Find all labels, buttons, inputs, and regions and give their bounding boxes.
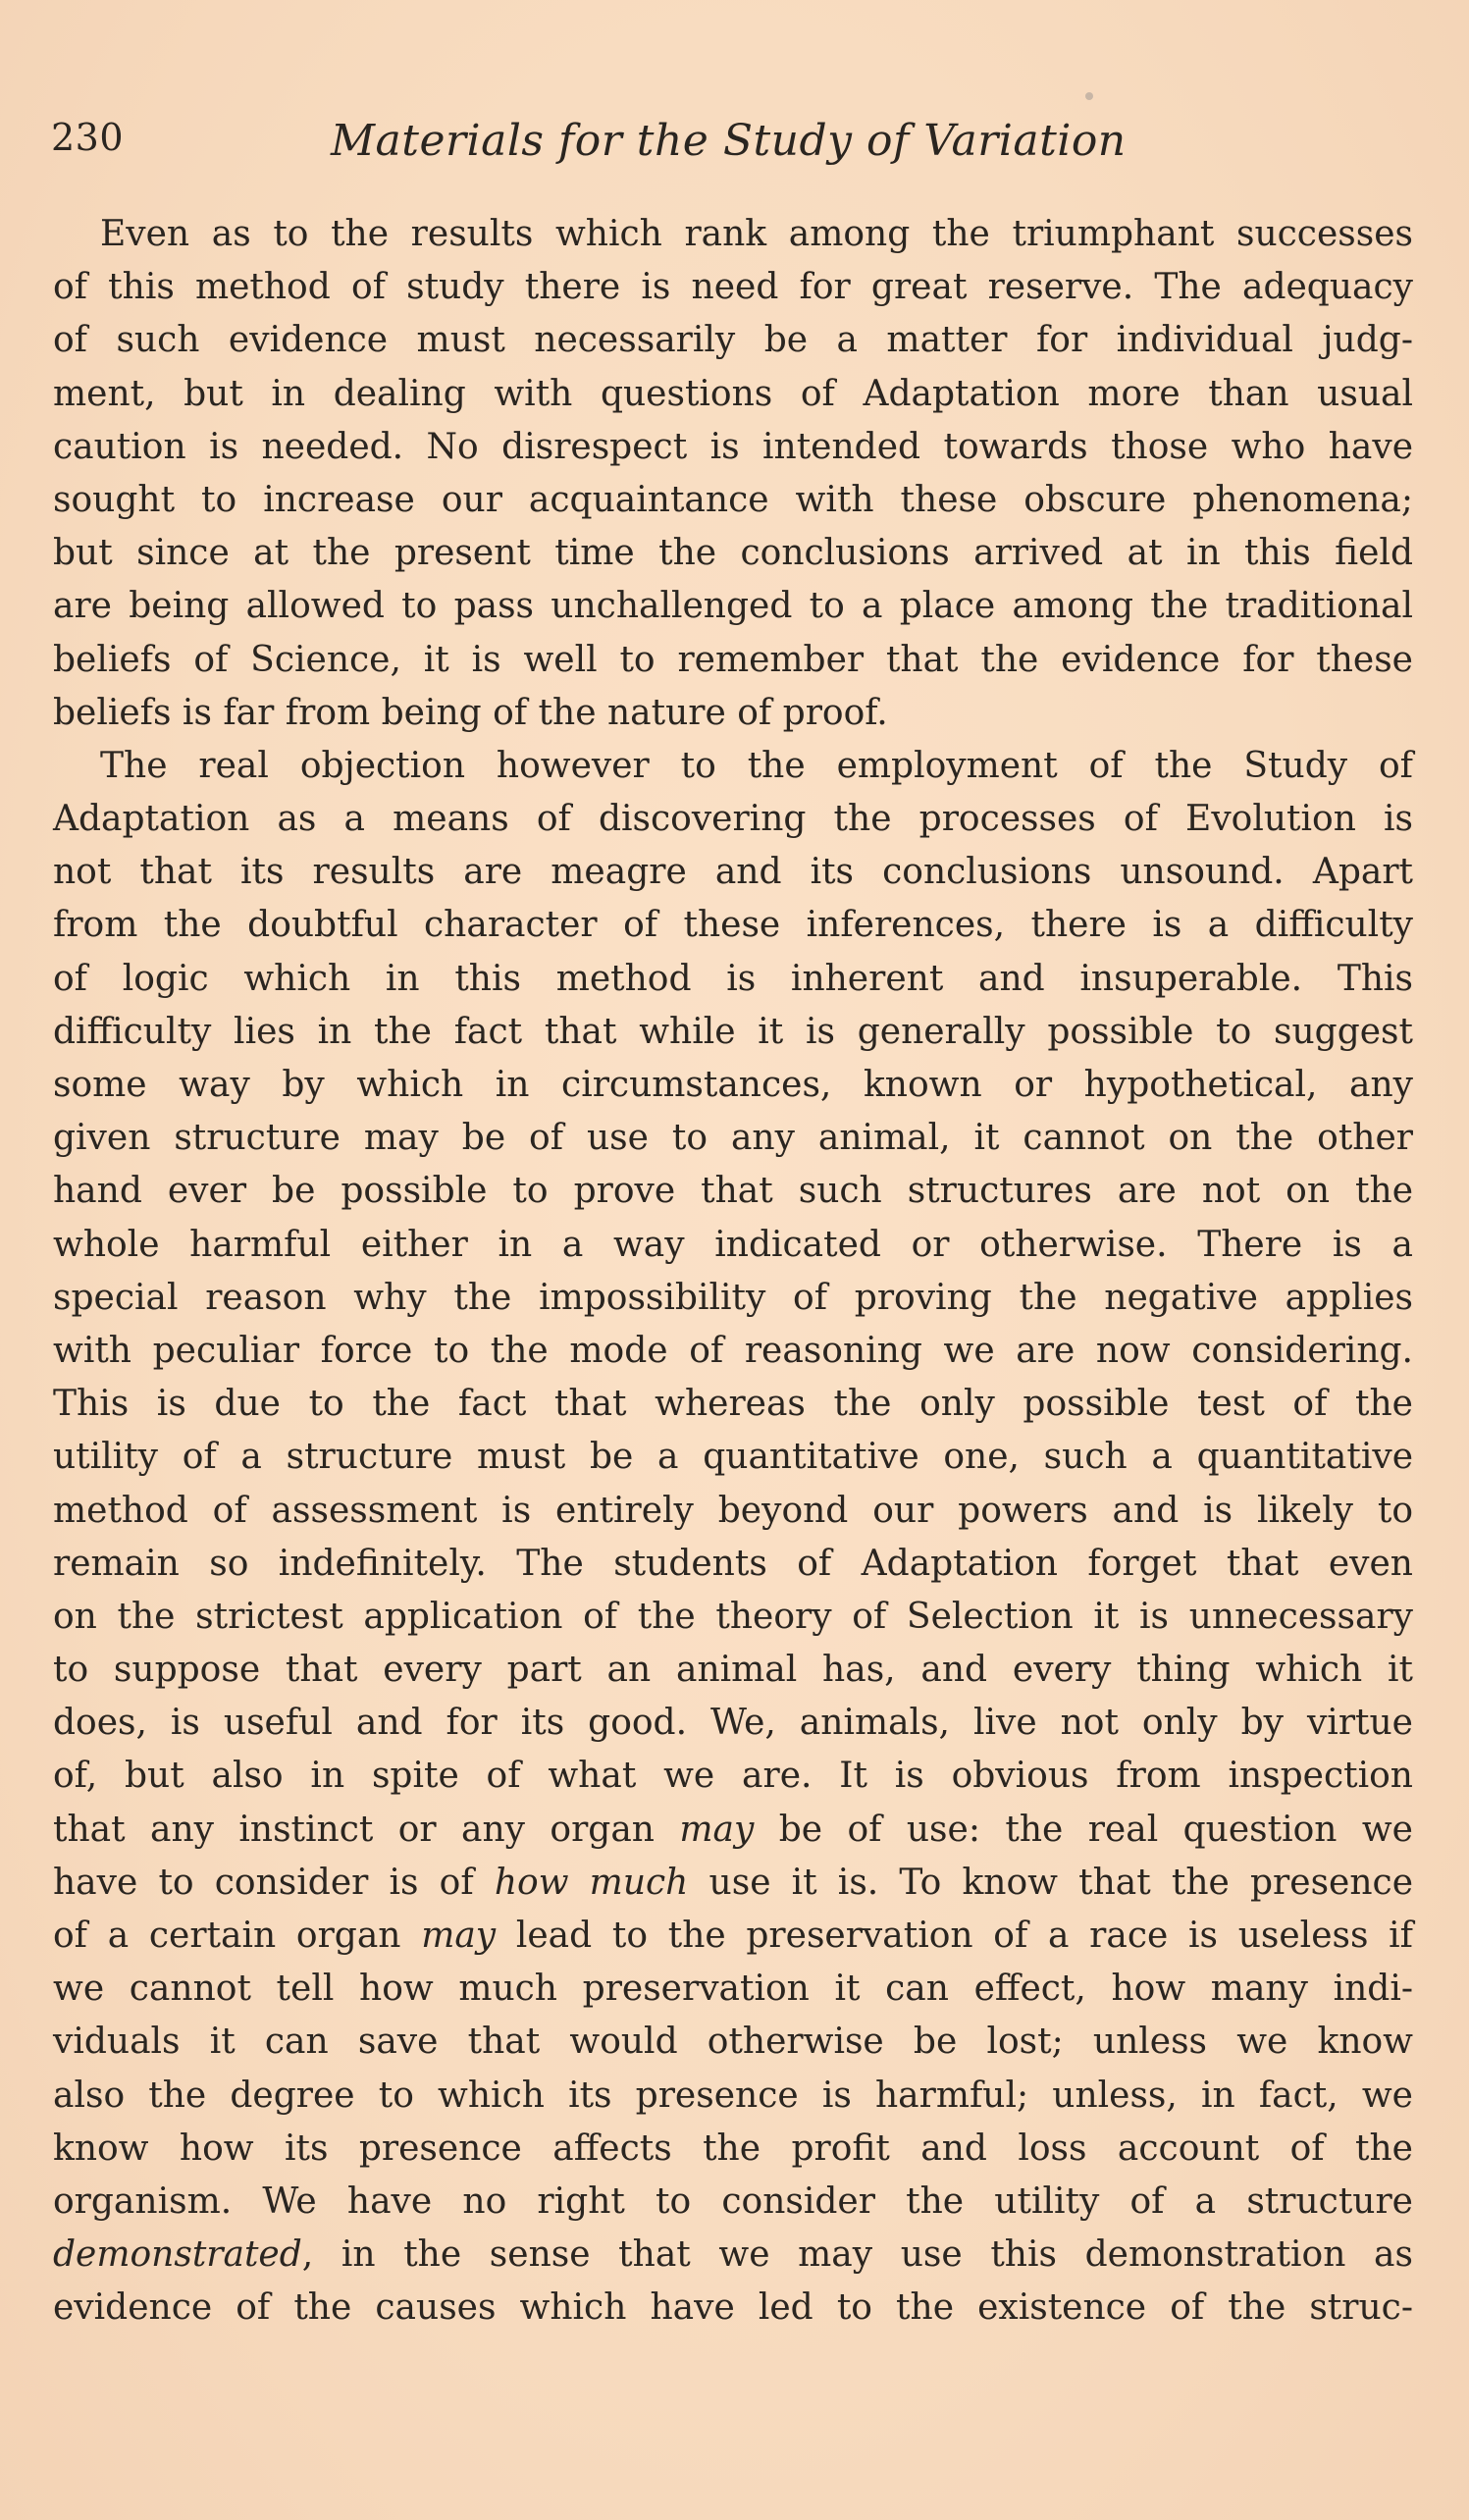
running-title: Materials for the Study of Variation — [331, 116, 1127, 166]
text-line: hand ever be possible to prove that such structures are not on the — [53, 1171, 1413, 1212]
text-line: have to consider is of how much use it is. To know that the presence — [53, 1862, 1413, 1903]
page-header — [51, 116, 1425, 175]
text-line: sought to increase our acquaintance with these obscure phenomena; — [53, 479, 1413, 520]
paper-speck — [1085, 92, 1093, 100]
text-line: of a certain organ may lead to the preservation of a race is useless if — [53, 1916, 1413, 1956]
body-text — [53, 208, 1413, 2336]
text-line: The real objection however to the employment of the Study of — [100, 745, 1413, 786]
text-line: Adaptation as a means of discovering the processes of Evolution is — [53, 799, 1413, 840]
text-line: special reason why the impossibility of proving the negative applies — [53, 1277, 1413, 1318]
text-line: of such evidence must necessarily be a matter for individual judg- — [53, 320, 1413, 361]
text-line: organism. We have no right to consider the utility of a structure — [53, 2180, 1413, 2222]
text-line: utility of a structure must be a quantitative one, such a quantitative — [53, 1437, 1413, 1478]
text-line: This is due to the fact that whereas the only possible test of the — [53, 1384, 1413, 1425]
page-number: 230 — [51, 116, 125, 159]
text-line: of this method of study there is need for great reserve. The adequacy — [53, 267, 1413, 308]
text-line: evidence of the causes which have led to the existence of the struc- — [53, 2287, 1413, 2329]
text-line: method of assessment is entirely beyond our powers and is likely to — [53, 1490, 1413, 1531]
text-line: that any instinct or any organ may be of use: the real question we — [53, 1809, 1413, 1850]
text-line: Even as to the results which rank among the triumphant successes — [100, 214, 1413, 254]
text-line: viduals it can save that would otherwise be lost; unless we know — [53, 2021, 1413, 2063]
text-line: we cannot tell how much preservation it can effect, how many indi- — [53, 1969, 1413, 2010]
text-line: whole harmful either in a way indicated or otherwise. There is a — [53, 1224, 1413, 1265]
text-line: some way by which in circumstances, known or hypothetical, any — [53, 1065, 1413, 1105]
text-line: remain so indefinitely. The students of Adaptation forget that even — [53, 1543, 1413, 1584]
text-line: beliefs is far from being of the nature of proof. — [53, 692, 888, 733]
text-line: of logic which in this method is inherent and insuperable. This — [53, 958, 1413, 999]
text-line: with peculiar force to the mode of reasoning we are now considering. — [53, 1330, 1413, 1371]
text-line: but since at the present time the conclusions arrived at in this field — [53, 533, 1413, 574]
text-line: given structure may be of use to any animal, it cannot on the other — [53, 1118, 1413, 1159]
text-line: does, is useful and for its good. We, animals, live not only by virtue — [53, 1703, 1413, 1744]
text-line: caution is needed. No disrespect is intended towards those who have — [53, 426, 1413, 467]
text-line: also the degree to which its presence is harmful; unless, in fact, we — [53, 2074, 1413, 2116]
text-line: to suppose that every part an animal has, and every thing which it — [53, 1650, 1413, 1691]
text-line: know how its presence affects the profit and loss account of the — [53, 2127, 1413, 2169]
text-line: from the doubtful character of these inferences, there is a difficulty — [53, 905, 1413, 946]
text-line: beliefs of Science, it is well to remember that the evidence for these — [53, 639, 1413, 680]
text-line: on the strictest application of the theory of Selection it is unnecessary — [53, 1596, 1413, 1637]
text-line: demonstrated, in the sense that we may use this demonstration as — [53, 2234, 1413, 2276]
text-line: ment, but in dealing with questions of Adaptation more than usual — [53, 373, 1413, 414]
text-line: difficulty lies in the fact that while it is generally possible to suggest — [53, 1011, 1413, 1052]
text-line: of, but also in spite of what we are. It is obvious from inspection — [53, 1756, 1413, 1797]
text-line: not that its results are meagre and its conclusions unsound. Apart — [53, 852, 1413, 893]
text-line: are being allowed to pass unchallenged to a place among the traditional — [53, 586, 1413, 627]
